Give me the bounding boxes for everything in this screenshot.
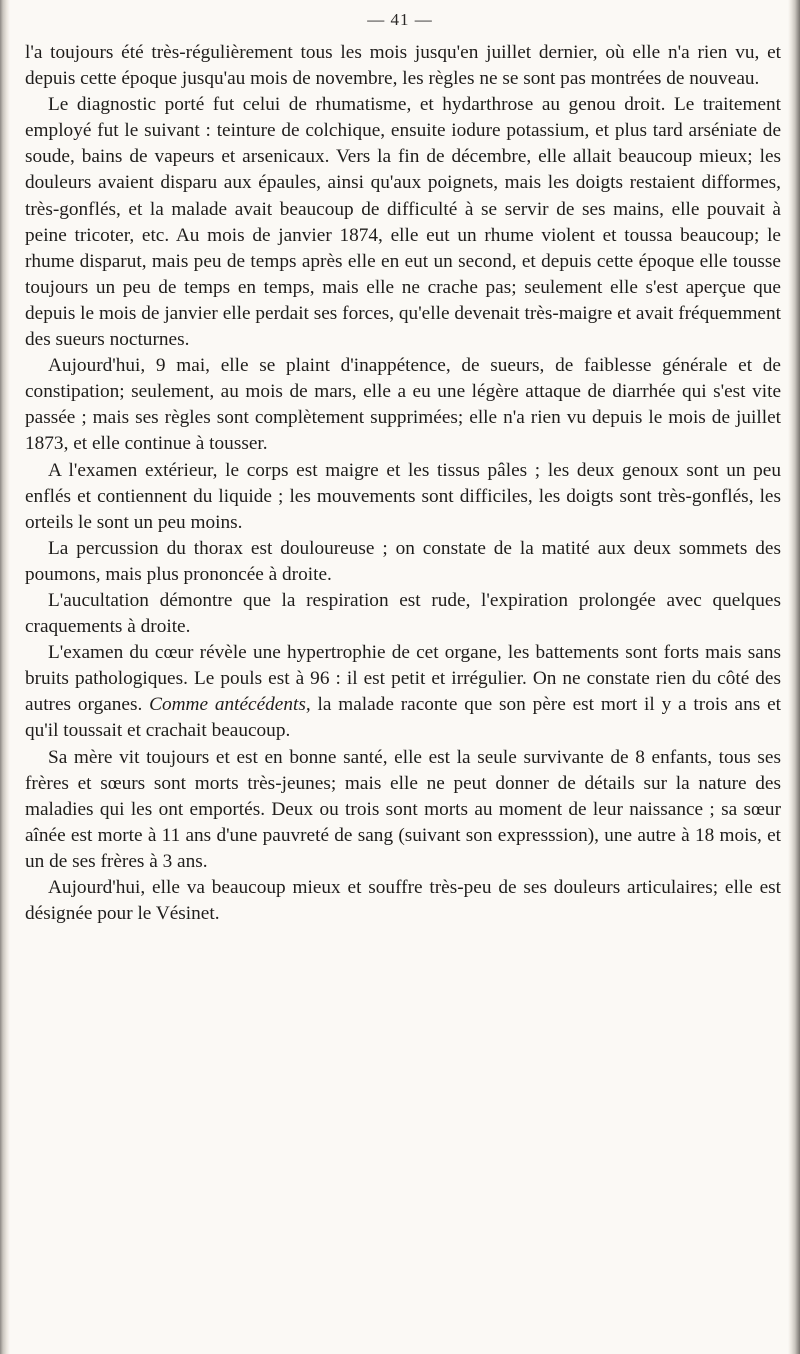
page-right-edge <box>788 0 800 1354</box>
paragraph-auscultation: L'aucultation démontre que la respiration est rude, l'expiration prolongée avec quelques craquements à droite. <box>25 589 781 638</box>
paragraph-continuation: l'a toujours été très-régulièrement tous les mois jusqu'en juillet dernier, où elle n'a rien vu, et depuis cette époque jusqu'au mois de novembre, les règles ne se sont pas montrées de nouveau. <box>25 42 781 90</box>
paragraph-diagnosis: Le diagnostic porté fut celui de rhumatisme, et hydarthrose au genou droit. Le traitement employé fut le suivant : teinture de colchique, ensuite iodure potassium, et plus tard arséniate de soude, bains de vapeurs et arsenicaux. Vers la fin de décembre, elle allait beaucoup mieux; les douleurs avaient disparu aux épaules, ainsi qu'aux poignets, mais les doigts restaient difformes, très-gonflés, et la malade avait beaucoup de difficulté à se servir de ses mains, elle pouvait à peine tricoter, etc. Au mois de janvier 1874, elle eut un rhume violent et toussa beaucoup; le rhume disparut, mais peu de temps après elle en eut un second, et depuis cette époque elle tousse toujours un peu de temps en temps, mais elle ne crache pas; seulement elle s'est aperçue que depuis le mois de janvier elle perdait ses forces, qu'elle devenait très-maigre et avait fréquemment des sueurs nocturnes. <box>25 94 781 351</box>
page-number: — 41 — <box>367 10 433 29</box>
paragraph-percussion: La percussion du thorax est douloureuse ; on constate de la matité aux deux sommets des poumons, mais plus prononcée à droite. <box>25 537 781 585</box>
heart-exam-text-end: , la malade raconte que son père est mort il y a trois ans et qu'il toussait et crachait beaucoup. <box>25 694 781 742</box>
paragraph-external-exam: A l'examen extérieur, le corps est maigre et les tissus pâles ; les deux genoux sont un peu enflés et contiennent du liquide ; les mouvements sont difficiles, les doigts sont très-gonflés, les orteils le sont un peu moins. <box>25 459 781 533</box>
heart-exam-text: L'examen du cœur révèle une hypertrophie de cet organe, les battements sont forts mais sans bruits pathologiques. Le pouls est à 96 : il est petit et irrégulier. On ne constate rien du côté des autres organes. <box>25 642 781 716</box>
paragraph-family-history: Sa mère vit toujours et est en bonne santé, elle est la seule survivante de 8 enfants, tous ses frères et sœurs sont morts très-jeunes; mais elle ne peut donner de détails sur la nature des maladies qui les ont emportés. Deux ou trois sont morts au moment de leur naissance ; sa sœur aînée est morte à 11 ans d'une pauvreté de sang (suivant son expresssion), une autre à 18 mois, et un de ses frères à 3 ans. <box>25 746 781 872</box>
paragraph-heart-exam <box>25 640 781 744</box>
antecedents-italic: Comme antécédents <box>149 694 306 716</box>
paragraph-current-state: Aujourd'hui, 9 mai, elle se plaint d'inappétence, de sueurs, de faiblesse générale et de constipation; seulement, au mois de mars, elle a eu une légère attaque de diarrhée qui s'est vite passée ; mais ses règles sont complètement supprimées; elle n'a rien vu depuis le mois de juillet 1873, et elle continue à tousser. <box>25 355 781 455</box>
paragraph-conclusion: Aujourd'hui, elle va beaucoup mieux et souffre très-peu de ses douleurs articulaires; elle est désignée pour le Vésinet. <box>25 877 781 925</box>
page-left-edge <box>0 0 10 1354</box>
body-text <box>25 40 781 927</box>
